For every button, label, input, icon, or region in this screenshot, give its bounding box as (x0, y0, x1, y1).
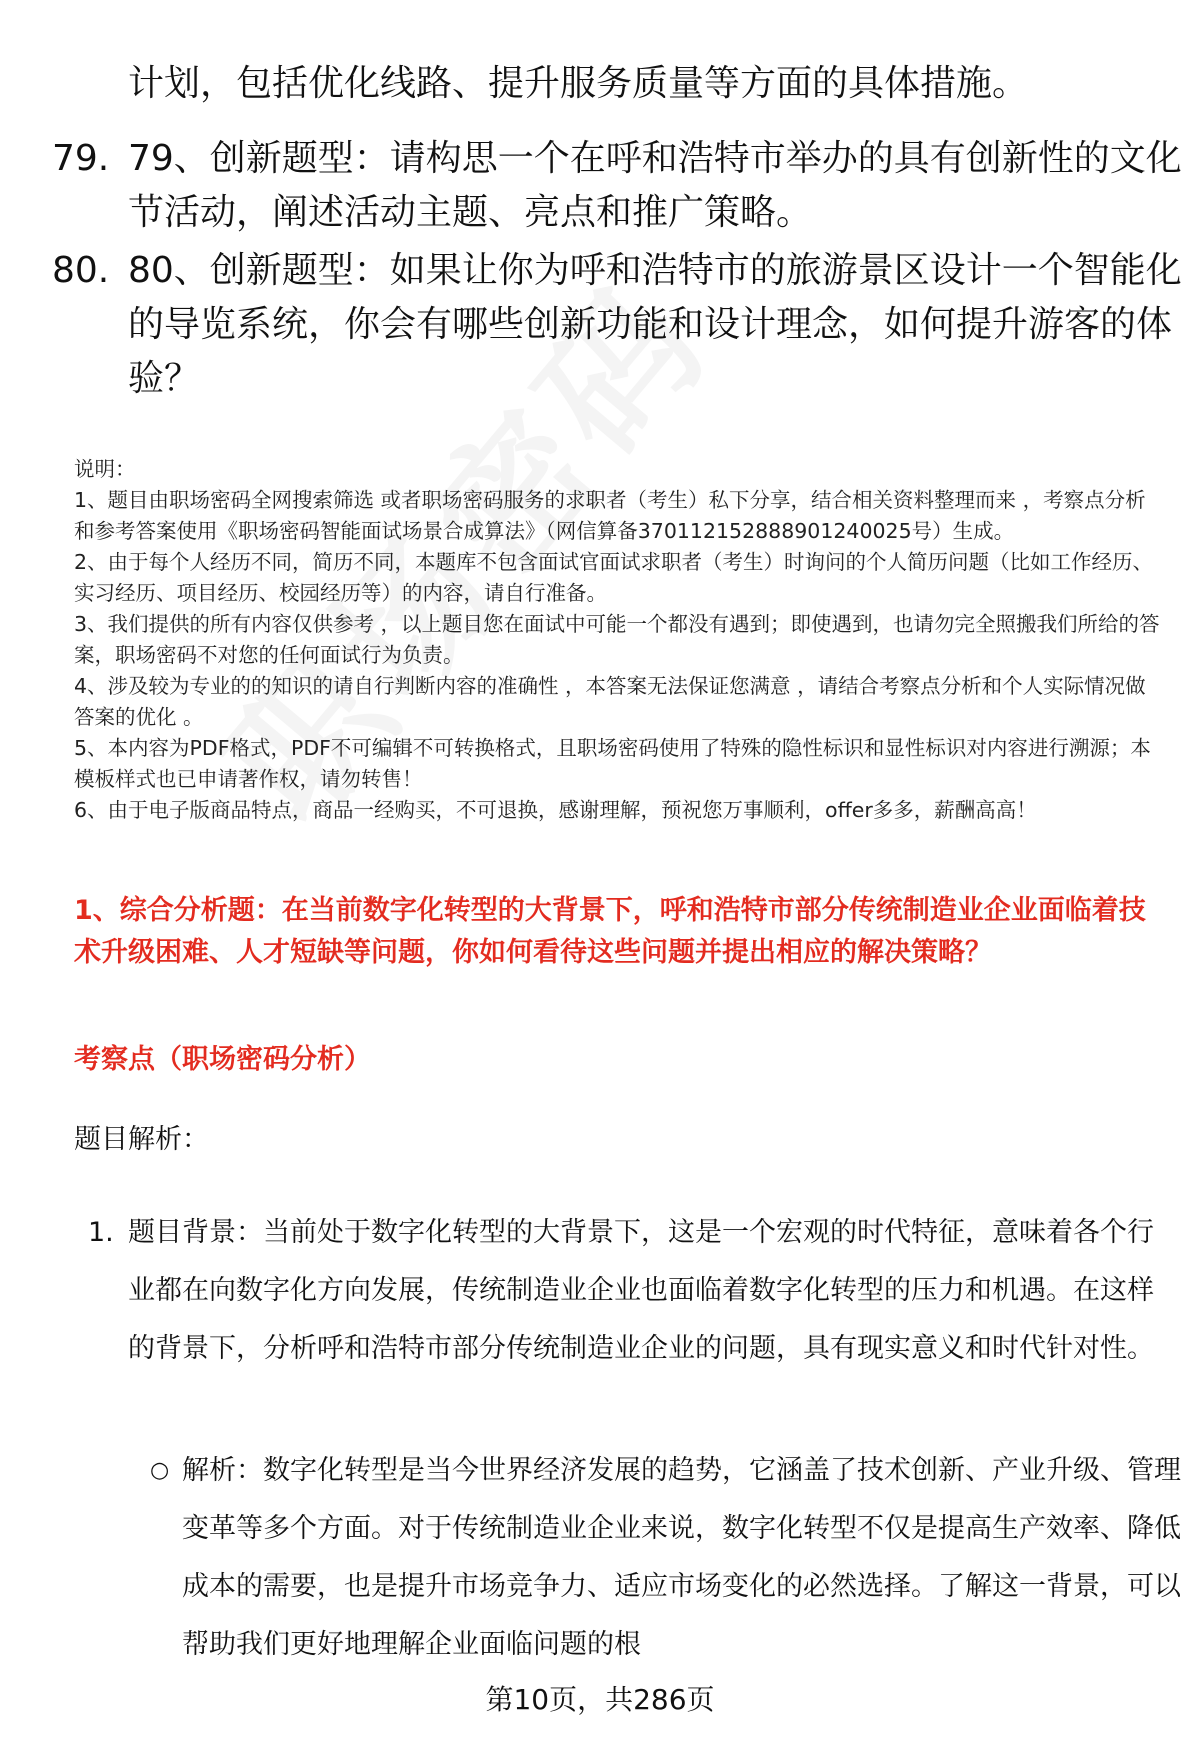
note-item: 6、由于电子版商品特点，商品一经购买，不可退换，感谢理解，预祝您万事顺利，offer多多，薪酬高高！ (74, 798, 1037, 822)
question-text: 80、创新题型：如果让你为呼和浩特市的旅游景区设计一个智能化的导览系统，你会有哪些创新功能和设计理念，如何提升游客的体验？ (128, 250, 1182, 399)
question-text: 79、创新题型：请构思一个在呼和浩特市举办的具有创新性的文化节活动，阐述活动主题、亮点和推广策略。 (128, 138, 1182, 233)
main-question-title: 1、综合分析题：在当前数字化转型的大背景下，呼和浩特市部分传统制造业企业面临着技术升级困难、人才短缺等问题，你如何看待这些问题并提出相应的解决策略？ (74, 895, 1146, 968)
page-footer: 第10页，共286页 (485, 1683, 715, 1716)
note-item: 5、本内容为PDF格式，PDF不可编辑不可转换格式，且职场密码使用了特殊的隐性标识和显性标识对内容进行溯源；本模板样式也已申请著作权，请勿转售！ (74, 736, 1151, 791)
list-number: 1. (88, 1217, 114, 1248)
question-number: 79. (52, 138, 110, 179)
note-item: 1、题目由职场密码全网搜索筛选 或者职场密码服务的求职者（考生）私下分享，结合相关资料整理而来 ，考察点分析和参考答案使用《职场密码智能面试场景合成算法》（网信算备370112152888901240025号）生成。 (74, 488, 1146, 543)
disclaimer-notes (74, 454, 1164, 826)
sub-item-text: 解析：数字化转型是当今世界经济发展的趋势，它涵盖了技术创新、产业升级、管理变革等多个方面。对于传统制造业企业来说，数字化转型不仅是提高生产效率、降低成本的需要，也是提升市场竞争力、适应市场变化的必然选择。了解这一背景，可以帮助我们更好地理解企业面临问题的根 (182, 1455, 1181, 1660)
circle-bullet-icon: ○ (150, 1458, 170, 1483)
note-item: 3、我们提供的所有内容仅供参考 ，以上题目您在面试中可能一个都没有遇到；即使遇到，也请勿完全照搬我们所给的答案，职场密码不对您的任何面试行为负责。 (74, 612, 1160, 667)
notes-heading: 说明： (74, 457, 136, 481)
list-text: 题目背景：当前处于数字化转型的大背景下，这是一个宏观的时代特征，意味着各个行业都在向数字化方向发展，传统制造业企业也面临着数字化转型的压力和机遇。在这样的背景下，分析呼和浩特市部分传统制造业企业的问题，具有现实意义和时代针对性。 (128, 1217, 1154, 1364)
note-item: 2、由于每个人经历不同，简历不同，本题库不包含面试官面试求职者（考生）时询问的个人简历问题（比如工作经历、实习经历、项目经历、校园经历等）的内容，请自行准备。 (74, 550, 1154, 605)
note-item: 4、涉及较为专业的的知识的请自行判断内容的准确性 ，本答案无法保证您满意 ，请结合考察点分析和个人实际情况做答案的优化 。 (74, 674, 1146, 729)
question-continuation: 计划，包括优化线路、提升服务质量等方面的具体措施。 (128, 63, 1029, 104)
section-title: 考察点（职场密码分析） (74, 1044, 371, 1075)
analysis-label: 题目解析： (74, 1124, 209, 1155)
question-number: 80. (52, 250, 110, 291)
